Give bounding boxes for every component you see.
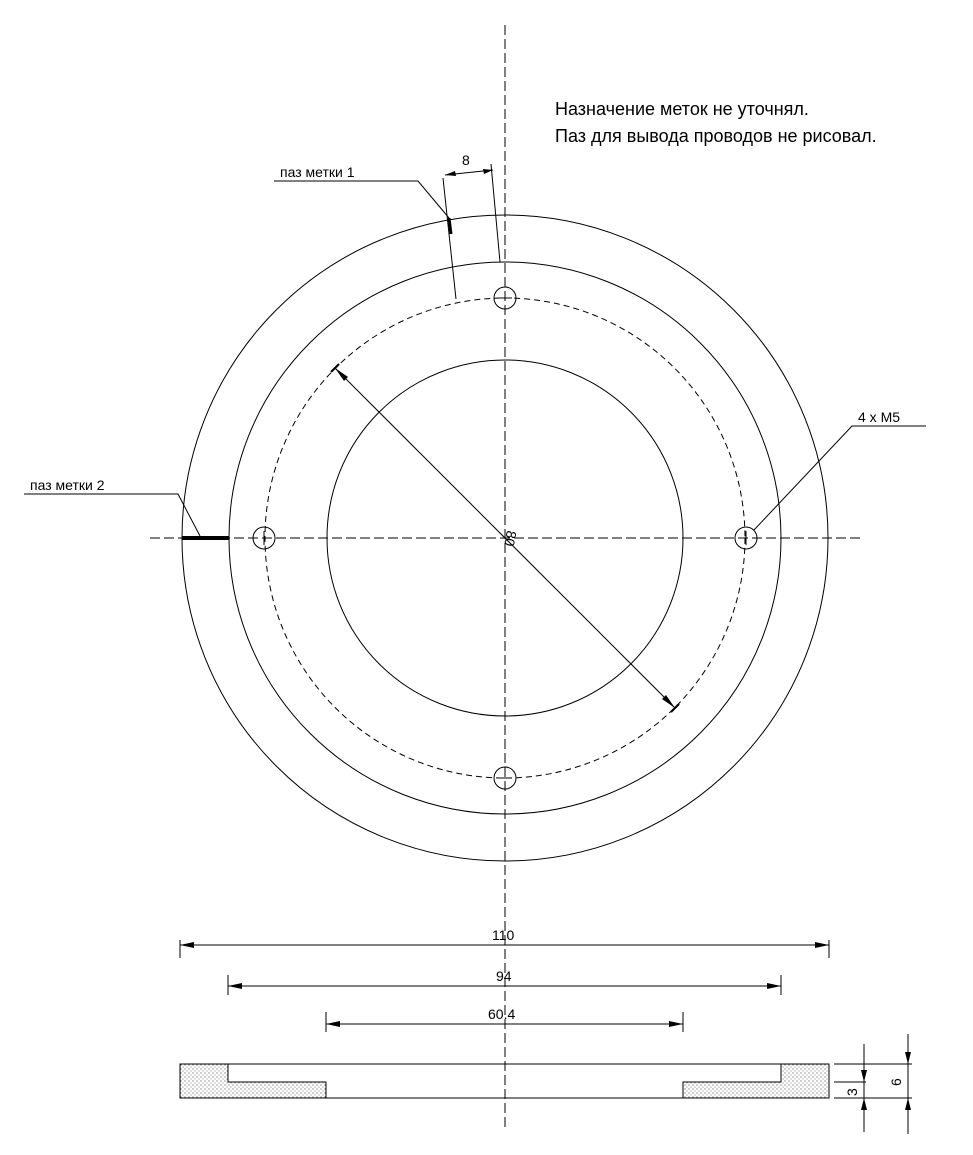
total-thickness-value: 6	[888, 1078, 904, 1086]
total-thickness-arrow-bottom	[905, 1098, 911, 1110]
bolt-circle-value: 80	[501, 529, 520, 548]
step-depth-value: 3	[844, 1088, 860, 1096]
inner-diameter-arrow-left	[326, 1021, 340, 1027]
outer-diameter-value: 110	[492, 927, 515, 943]
mark-1-extension-right	[491, 164, 500, 262]
outer-diameter-arrow-right	[815, 942, 829, 948]
mark-2-label: паз метки 2	[30, 477, 105, 493]
holes-label: 4 x M5	[858, 409, 901, 425]
step-depth-arrow-bottom	[861, 1098, 867, 1110]
inner-diameter-value: 60.4	[488, 1006, 516, 1022]
mark-1-leader	[274, 181, 449, 218]
note-line-1: Назначение меток не уточнял.	[555, 99, 809, 119]
ring-diameter-arrow-left	[228, 983, 242, 989]
total-thickness-arrow-top	[905, 1052, 911, 1064]
mark-1-extension-left	[443, 178, 456, 299]
ring-diameter-arrow-right	[767, 983, 781, 989]
section-hatch-left	[180, 1064, 326, 1098]
mark-2-leader	[24, 494, 200, 536]
ring-diameter-value: 94	[496, 968, 512, 984]
section-hatch-right	[683, 1064, 829, 1098]
inner-diameter-arrow-right	[669, 1021, 683, 1027]
outer-diameter-arrow-left	[180, 942, 194, 948]
step-depth-arrow-top	[861, 1070, 867, 1082]
mark-slot-1	[449, 218, 451, 234]
mark-width-value: 8	[462, 152, 470, 168]
mark-1-label: паз метки 1	[280, 164, 355, 180]
note-line-2: Паз для вывода проводов не рисовал.	[555, 126, 877, 146]
